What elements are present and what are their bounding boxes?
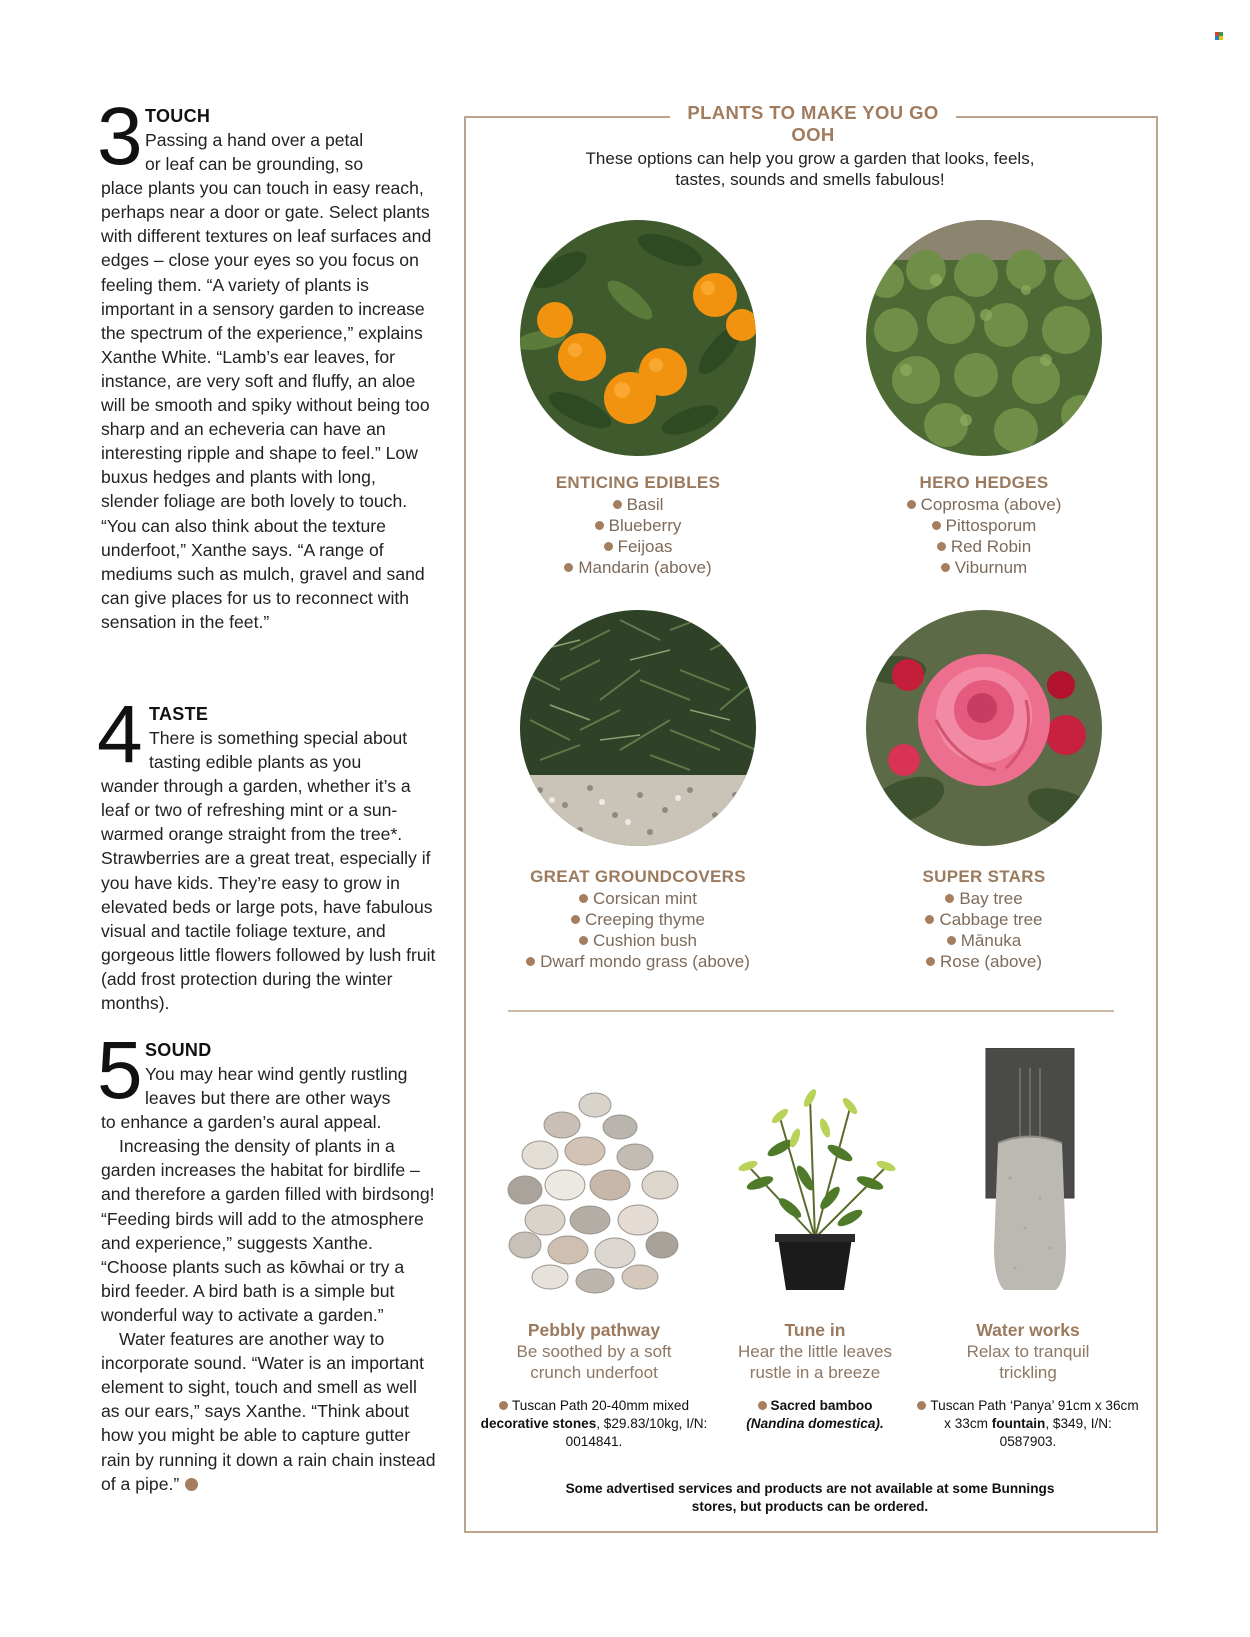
group-title: SUPER STARS <box>922 867 1046 886</box>
list-item <box>488 536 788 557</box>
text-line: Passing a hand over a petal <box>145 130 364 150</box>
product-subtitle: Relax to tranquil <box>966 1342 1090 1361</box>
desc-text: Tuscan Path ‘Panya’ 91cm x 36cm x 33cm <box>930 1398 1139 1431</box>
list-item-label: Rose (above) <box>939 952 1043 971</box>
product-pebbly-pathway <box>474 1320 714 1451</box>
list-item-label: Red Robin <box>950 537 1032 556</box>
list-item <box>834 909 1134 930</box>
list-item <box>834 951 1134 972</box>
desc-bold: fountain <box>991 1416 1046 1431</box>
text-line: or leaf can be grounding, so <box>145 154 364 175</box>
text-line: tasting edible plants as you <box>149 752 362 773</box>
group-title: HERO HEDGES <box>919 473 1049 492</box>
section-body: wander through a garden, whether it’s a leaf or two of refreshing mint or a sun-warmed orange straight from the tree*. Strawberries are a great treat, especially if you have kids. They’re easy to grow in elevated beds or large pots, have fabulous visual and tactile foliage texture, and gorgeous little flowers followed by lush fruit (add frost protection during the winter months). <box>101 776 436 1014</box>
list-item-label: Creeping thyme <box>584 910 705 929</box>
list-item-label: Dwarf mondo grass (above) <box>540 952 750 971</box>
section-body: place plants you can touch in easy reach, perhaps near a door or gate. Select plants with different textures on leaf surfaces and edges – close your eyes so you focus on feeling them. “A variety of plants is important in a sensory garden to increase the spectrum of the experience,” explains Xanthe White. “Lamb’s ear leaves, for instance, are very soft and fluffy, an aloe will be smooth and spiky without being too sharp and an echeveria can have an interesting ripple and shape to feel.” Low buxus hedges and plants with long, slender foliage are both lovely to touch. “You can also think about the texture underfoot,” Xanthe says. “A range of mediums such as mulch, gravel and sand can give places for us to reconnect with sensation in the feet.” <box>101 178 432 632</box>
list-item-label: Cabbage tree <box>939 910 1043 929</box>
list-item <box>834 888 1134 909</box>
bullet-icon <box>613 500 622 509</box>
rose-photo <box>866 610 1102 846</box>
product-title: Water works <box>976 1320 1080 1340</box>
product-subtitle: Be soothed by a soft <box>516 1342 672 1361</box>
list-item <box>488 515 788 536</box>
fountain-photo <box>980 1048 1080 1298</box>
list-item-label: Bay tree <box>959 889 1023 908</box>
bullet-icon <box>941 563 950 572</box>
product-title: Pebbly pathway <box>527 1320 661 1340</box>
desc-tail: , $349, I/N: 0587903. <box>999 1416 1112 1449</box>
list-item-label: Coprosma (above) <box>920 495 1062 514</box>
group-great-groundcovers <box>488 866 788 972</box>
list-item-label: Blueberry <box>608 516 682 535</box>
list-item <box>834 494 1134 515</box>
section-number: 5 <box>97 1025 143 1116</box>
list-item <box>488 888 788 909</box>
section-number: 4 <box>97 689 143 780</box>
bullet-icon <box>945 894 954 903</box>
product-description <box>700 1397 930 1433</box>
list-item <box>488 951 788 972</box>
bullet-icon <box>595 521 604 530</box>
bullet-icon <box>579 936 588 945</box>
bullet-icon <box>579 894 588 903</box>
text-line: You may hear wind gently rustling <box>145 1064 408 1084</box>
desc-tail: , $29.83/10kg, I/N: 0014841. <box>565 1416 708 1449</box>
list-item-label: Feijoas <box>617 537 673 556</box>
product-subtitle: Hear the little leaves <box>737 1342 893 1361</box>
list-item-label: Viburnum <box>954 558 1028 577</box>
list-item-label: Cushion bush <box>593 931 697 950</box>
list-item-label: Pittosporum <box>945 516 1037 535</box>
list-item <box>834 515 1134 536</box>
end-mark-icon <box>185 1478 198 1491</box>
product-tune-in <box>700 1320 930 1433</box>
list-item <box>488 930 788 951</box>
section-divider <box>508 1010 1114 1012</box>
bullet-icon <box>571 915 580 924</box>
bullet-icon <box>499 1401 508 1410</box>
corner-color-mark <box>1215 32 1223 40</box>
pebbles-photo <box>500 1085 690 1295</box>
product-title: Tune in <box>784 1320 846 1340</box>
hedge-photo <box>866 220 1102 456</box>
section-number: 3 <box>97 91 143 182</box>
bullet-icon <box>932 521 941 530</box>
product-water-works <box>916 1320 1140 1451</box>
bullet-icon <box>526 957 535 966</box>
box-intro: These options can help you grow a garden that looks, feels, tastes, sounds and smells fabulous! <box>585 149 1035 189</box>
group-hero-hedges <box>834 472 1134 578</box>
bullet-icon <box>925 915 934 924</box>
bullet-icon <box>937 542 946 551</box>
desc-bold: Sacred bamboo <box>770 1398 873 1413</box>
list-item <box>488 909 788 930</box>
group-super-stars <box>834 866 1134 972</box>
product-subtitle: rustle in a breeze <box>749 1363 881 1382</box>
product-subtitle: crunch underfoot <box>530 1363 658 1382</box>
list-item-label: Mandarin (above) <box>578 558 712 577</box>
bullet-icon <box>907 500 916 509</box>
section-paragraph: Increasing the density of plants in a garden increases the habitat for birdlife – and therefore a garden filled with birdsong! “Feeding birds will add to the atmosphere and experience,” suggests Xanthe. “Choose plants such as kōwhai or try a bird feeder. A bird bath is a simple but wonderful way to activate a garden.” <box>101 1136 435 1325</box>
bullet-icon <box>917 1401 926 1410</box>
list-item <box>488 557 788 578</box>
list-item-label: Corsican mint <box>593 889 697 908</box>
section-body: to enhance a garden’s aural appeal. <box>101 1112 382 1133</box>
product-subtitle: trickling <box>999 1363 1057 1382</box>
product-description <box>474 1397 714 1451</box>
mondo-grass-photo <box>520 610 756 846</box>
section-paragraph-text: Water features are another way to incorporate sound. “Water is an important element to sight, touch and smell as well as our ears,” says Xanthe. “Think about how you might be able to capture gutter rain by running it down a rain chain instead of a pipe.” <box>101 1329 436 1494</box>
list-item-label: Basil <box>626 495 664 514</box>
section-touch <box>97 91 436 634</box>
product-description <box>916 1397 1140 1451</box>
section-heading: TOUCH <box>145 106 211 126</box>
group-title: ENTICING EDIBLES <box>555 473 721 492</box>
section-sound <box>97 1025 436 1496</box>
list-item <box>834 536 1134 557</box>
group-enticing-edibles <box>488 472 788 578</box>
desc-bold: decorative stones <box>480 1416 597 1431</box>
mandarin-photo <box>520 220 756 456</box>
bullet-icon <box>564 563 573 572</box>
text-line: leaves but there are other ways <box>145 1088 391 1109</box>
section-taste <box>97 689 436 1015</box>
list-item <box>834 930 1134 951</box>
list-item <box>834 557 1134 578</box>
disclaimer: Some advertised services and products are not available at some Bunnings stores, but products can be ordered. <box>565 1481 1055 1514</box>
section-heading: SOUND <box>145 1040 212 1060</box>
bullet-icon <box>926 957 935 966</box>
bullet-icon <box>604 542 613 551</box>
bullet-icon <box>758 1401 767 1410</box>
box-title: PLANTS TO MAKE YOU GO OOH <box>670 102 956 146</box>
list-item <box>488 494 788 515</box>
section-heading: TASTE <box>149 704 209 724</box>
bullet-icon <box>947 936 956 945</box>
bamboo-photo <box>720 1058 910 1298</box>
text-line: There is something special about <box>149 728 408 748</box>
group-title: GREAT GROUNDCOVERS <box>530 867 746 886</box>
desc-italic: (Nandina domestica). <box>746 1416 884 1431</box>
list-item-label: Mānuka <box>960 931 1022 950</box>
section-paragraph <box>101 1327 436 1496</box>
desc-text: Tuscan Path 20-40mm mixed <box>511 1398 690 1413</box>
